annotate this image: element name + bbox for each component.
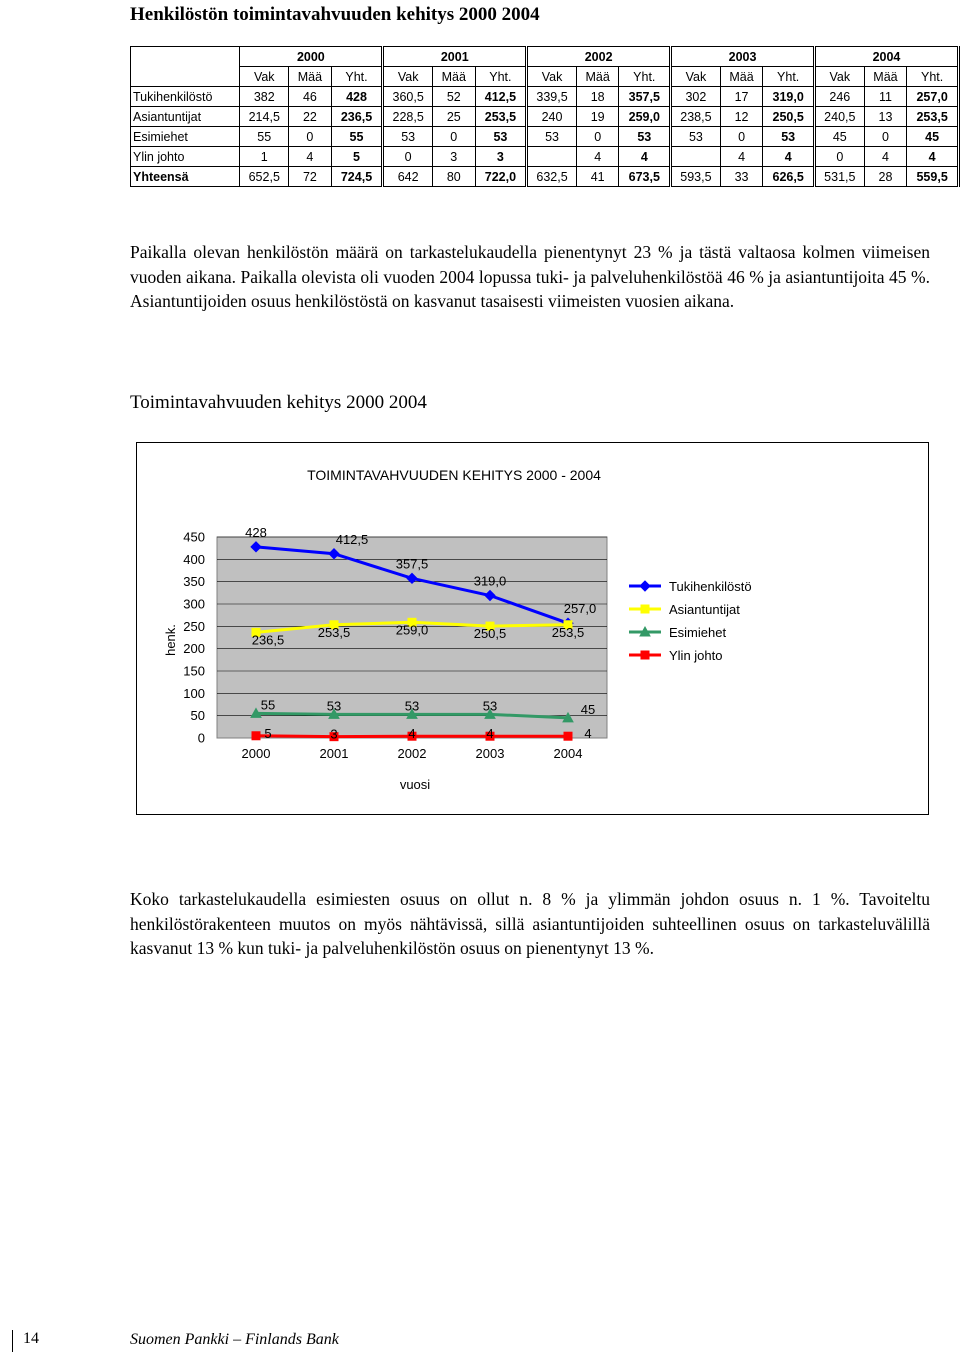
row-label: Yhteensä <box>131 167 240 187</box>
total-cell: 257,0 <box>907 87 959 107</box>
data-point <box>564 732 572 740</box>
table-cell: 18 <box>576 87 619 107</box>
table-cell: 80 <box>432 167 475 187</box>
year-header: 2004 <box>814 47 958 67</box>
table-cell: 302 <box>671 87 721 107</box>
page-heading: Henkilöstön toimintavahvuuden kehitys 2000 2004 <box>130 4 540 25</box>
year-header: 2002 <box>527 47 671 67</box>
table-cell: 0 <box>720 127 763 147</box>
year-header: 2000 <box>240 47 383 67</box>
column-subheader: Yht. <box>907 67 959 87</box>
column-subheader: Mää <box>576 67 619 87</box>
column-subheader: Vak <box>383 67 433 87</box>
x-tick-label: 2002 <box>397 746 427 761</box>
table-cell: 55 <box>240 127 289 147</box>
data-label: 4 <box>408 726 416 742</box>
year-header: 2001 <box>383 47 527 67</box>
table-cell: 33 <box>720 167 763 187</box>
table-cell <box>671 147 721 167</box>
table-cell: 531,5 <box>814 167 864 187</box>
chart-canvas <box>137 443 930 816</box>
paragraph-staff-decrease: Paikalla olevan henkilöstön määrä on tarkastelukaudella pienentynyt 23 % ja tästä valtaosa kolmen viimeisen vuoden aikana. Paikalla olevista oli vuoden 2004 lopussa tuki- ja palveluhenkilöstöä 46 % ja asiantuntijoita 45 %. Asiantuntijoiden osuus henkilöstöstä on kasvanut tasaisesti viimeisten vuosien aikana. <box>130 242 930 311</box>
x-tick-label: 2000 <box>241 746 271 761</box>
data-label: 4 <box>584 726 592 742</box>
data-label: 259,0 <box>395 622 429 638</box>
y-tick-label: 200 <box>183 641 205 657</box>
data-label: 45 <box>580 701 596 717</box>
table-cell: 17 <box>720 87 763 107</box>
table-cell: 0 <box>289 127 332 147</box>
table-cell: 28 <box>864 167 907 187</box>
data-label: 53 <box>326 698 342 714</box>
y-tick-label: 0 <box>197 730 205 746</box>
legend-label: Ylin johto <box>669 648 723 663</box>
table-cell: 339,5 <box>527 87 577 107</box>
total-cell: 253,5 <box>907 107 959 127</box>
total-cell: 4 <box>907 147 959 167</box>
data-label: 236,5 <box>251 632 285 648</box>
column-subheader: Mää <box>289 67 332 87</box>
table-cell: 0 <box>864 127 907 147</box>
table-corner <box>131 47 240 87</box>
total-cell: 428 <box>331 87 383 107</box>
row-label: Esimiehet <box>131 127 240 147</box>
data-label: 428 <box>245 524 267 540</box>
section-title: Toimintavahvuuden kehitys 2000 2004 <box>130 392 427 413</box>
x-axis-label: vuosi <box>399 777 431 792</box>
column-subheader: Yht. <box>331 67 383 87</box>
total-cell: 250,5 <box>763 107 815 127</box>
total-cell: 5 <box>331 147 383 167</box>
total-cell: 53 <box>475 127 527 147</box>
total-cell: 236,5 <box>331 107 383 127</box>
table-cell: 652,5 <box>240 167 289 187</box>
table-cell: 238,5 <box>671 107 721 127</box>
table-cell: 11 <box>864 87 907 107</box>
legend-marker <box>641 651 649 659</box>
y-tick-label: 250 <box>183 618 205 634</box>
total-cell: 53 <box>763 127 815 147</box>
table-cell: 46 <box>289 87 332 107</box>
total-cell: 45 <box>907 127 959 147</box>
column-subheader: Vak <box>527 67 577 87</box>
total-cell: 53 <box>619 127 671 147</box>
y-tick-label: 150 <box>183 663 205 679</box>
table-cell: 214,5 <box>240 107 289 127</box>
table-cell: 19 <box>576 107 619 127</box>
legend-label: Tukihenkilöstö <box>669 579 752 594</box>
table-cell: 632,5 <box>527 167 577 187</box>
total-cell: 357,5 <box>619 87 671 107</box>
legend-label: Asiantuntijat <box>669 602 740 617</box>
table-cell: 53 <box>671 127 721 147</box>
total-cell: 724,5 <box>331 167 383 187</box>
column-subheader: Vak <box>240 67 289 87</box>
table-cell: 52 <box>432 87 475 107</box>
table-cell: 0 <box>814 147 864 167</box>
year-header: 2003 <box>671 47 815 67</box>
data-label: 4 <box>486 726 494 742</box>
y-tick-label: 50 <box>190 708 205 724</box>
legend-marker <box>641 605 649 613</box>
table-row <box>131 167 959 187</box>
total-cell: 253,5 <box>475 107 527 127</box>
column-subheader: Mää <box>432 67 475 87</box>
column-subheader: Mää <box>720 67 763 87</box>
column-subheader: Mää <box>864 67 907 87</box>
total-cell: 673,5 <box>619 167 671 187</box>
table-cell: 246 <box>814 87 864 107</box>
x-tick-label: 2004 <box>553 746 583 761</box>
x-tick-label: 2003 <box>475 746 505 761</box>
legend-marker <box>640 581 650 591</box>
total-cell: 559,5 <box>907 167 959 187</box>
data-label: 53 <box>482 698 498 714</box>
data-label: 250,5 <box>473 626 507 642</box>
table-cell: 72 <box>289 167 332 187</box>
data-label: 257,0 <box>563 601 597 617</box>
y-tick-label: 100 <box>183 685 205 701</box>
row-label: Ylin johto <box>131 147 240 167</box>
table-cell: 3 <box>432 147 475 167</box>
table-cell <box>527 147 577 167</box>
table-cell: 41 <box>576 167 619 187</box>
total-cell: 626,5 <box>763 167 815 187</box>
row-label: Asiantuntijat <box>131 107 240 127</box>
table-cell: 0 <box>383 147 433 167</box>
table-row <box>131 107 959 127</box>
total-cell: 4 <box>619 147 671 167</box>
data-label: 412,5 <box>335 531 369 547</box>
row-label: Tukihenkilöstö <box>131 87 240 107</box>
page-number: 14 <box>12 1330 39 1352</box>
data-label: 253,5 <box>551 624 585 640</box>
data-label: 3 <box>330 726 338 742</box>
data-label: 53 <box>404 698 420 714</box>
table-row <box>131 147 959 167</box>
table-cell: 240,5 <box>814 107 864 127</box>
table-cell: 25 <box>432 107 475 127</box>
total-cell: 55 <box>331 127 383 147</box>
table-cell: 13 <box>864 107 907 127</box>
total-cell: 319,0 <box>763 87 815 107</box>
total-cell: 412,5 <box>475 87 527 107</box>
total-cell: 3 <box>475 147 527 167</box>
table-cell: 1 <box>240 147 289 167</box>
column-subheader: Vak <box>671 67 721 87</box>
column-subheader: Yht. <box>619 67 671 87</box>
y-tick-label: 350 <box>183 574 205 590</box>
table-cell: 22 <box>289 107 332 127</box>
table-cell: 53 <box>527 127 577 147</box>
staff-table <box>130 46 960 187</box>
table-cell: 228,5 <box>383 107 433 127</box>
column-subheader: Yht. <box>763 67 815 87</box>
table-cell: 4 <box>864 147 907 167</box>
data-label: 319,0 <box>473 573 507 589</box>
table-cell: 53 <box>383 127 433 147</box>
table-cell: 12 <box>720 107 763 127</box>
y-tick-label: 400 <box>183 551 205 567</box>
y-tick-label: 450 <box>183 529 205 545</box>
total-cell: 259,0 <box>619 107 671 127</box>
table-cell: 642 <box>383 167 433 187</box>
column-subheader: Vak <box>814 67 864 87</box>
data-label: 55 <box>260 697 276 713</box>
footer-bank-name: Suomen Pankki – Finlands Bank <box>130 1331 339 1348</box>
data-label: 5 <box>264 725 272 741</box>
table-cell: 4 <box>289 147 332 167</box>
column-subheader: Yht. <box>475 67 527 87</box>
x-tick-label: 2001 <box>319 746 349 761</box>
total-cell: 4 <box>763 147 815 167</box>
data-label: 357,5 <box>395 556 429 572</box>
table-cell: 4 <box>576 147 619 167</box>
total-cell: 722,0 <box>475 167 527 187</box>
legend-label: Esimiehet <box>669 625 727 640</box>
chart-title: TOIMINTAVAHVUUDEN KEHITYS 2000 - 2004 <box>307 467 601 483</box>
paragraph-structure-change: Koko tarkastelukaudella esimiesten osuus on ollut n. 8 % ja ylimmän johdon osuus n. 1 %. Tavoiteltu henkilöstörakenteen muutos on myös nähtävissä, sillä asiantuntijoiden suhteellinen osuus on tarkasteluvälillä kasvanut 13 % kun tuki- ja palveluhenkilöstön osuus on pienentynyt 13 %. <box>130 889 930 958</box>
table-cell: 0 <box>576 127 619 147</box>
table-cell: 0 <box>432 127 475 147</box>
table-cell: 45 <box>814 127 864 147</box>
y-tick-label: 300 <box>183 596 205 612</box>
y-axis-label: henk. <box>163 624 178 656</box>
table-cell: 240 <box>527 107 577 127</box>
table-row <box>131 127 959 147</box>
data-point <box>252 732 260 740</box>
table-cell: 360,5 <box>383 87 433 107</box>
staff-line-chart <box>136 442 929 815</box>
data-label: 253,5 <box>317 624 351 640</box>
table-cell: 382 <box>240 87 289 107</box>
table-cell: 593,5 <box>671 167 721 187</box>
table-cell: 4 <box>720 147 763 167</box>
table-row <box>131 87 959 107</box>
